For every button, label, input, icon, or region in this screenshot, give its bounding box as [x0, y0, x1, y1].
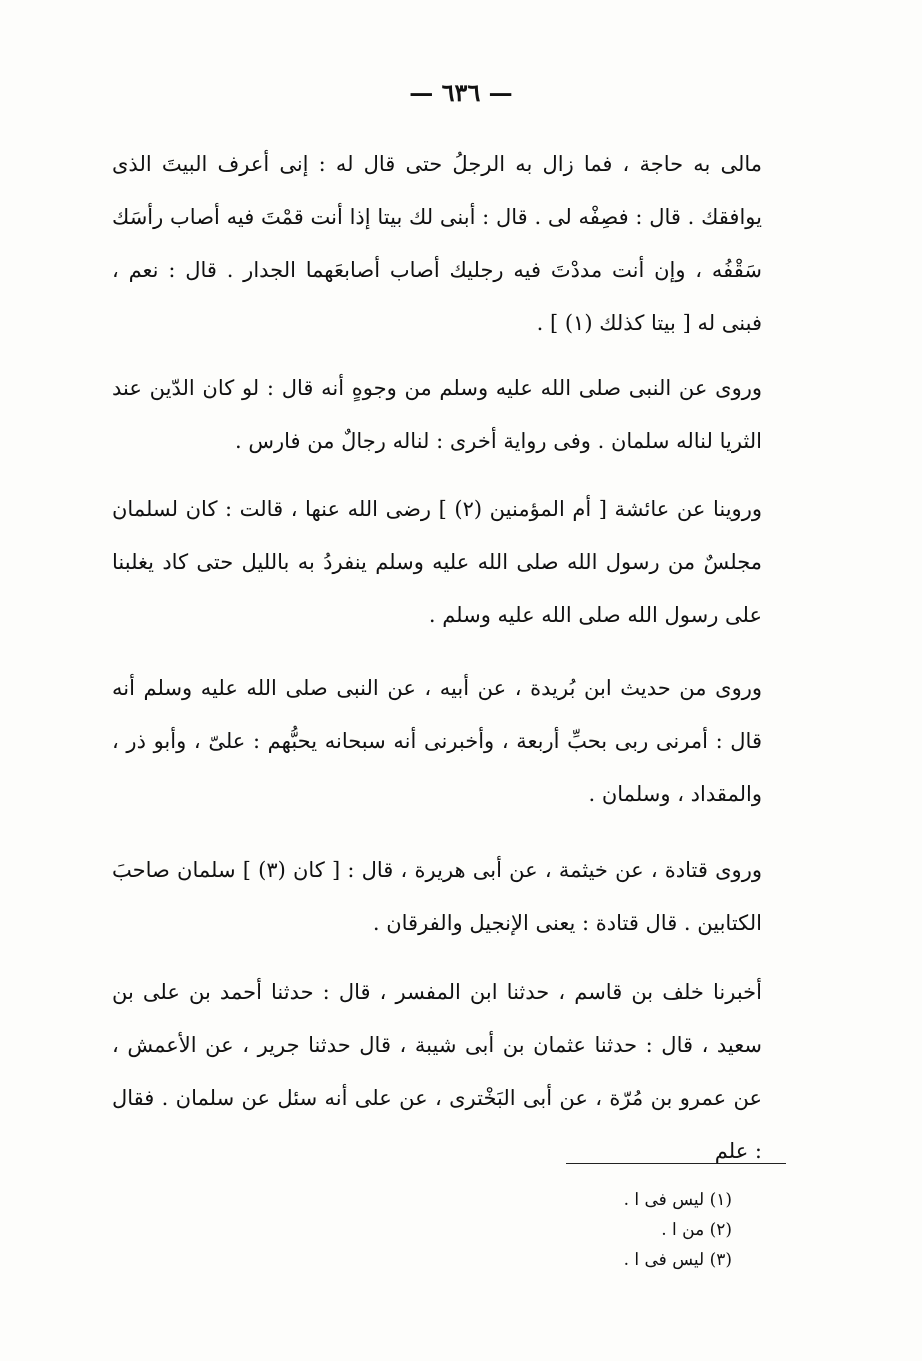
page-number: — ٦٣٦ — — [409, 78, 513, 107]
paragraph-text: مالى به حاجة ، فما زال به الرجلُ حتى قال له : إنى أعرف البيتَ الذى يوافقك . قال : فصِفْه لى . قال : أبنى لك بيتا إذا أنت قمْتَ فيه أصاب رأسَك سَقْفُه ، وإن أنت مددْتَ فيه رجليك أصاب أصابعَهما الجدار . قال : نعم ، فبنى له [ بيتا كذلك (١) ] . — [112, 152, 762, 335]
footnote-divider — [566, 1163, 786, 1164]
footnote-3: (٣) ليس فى ا . — [623, 1250, 732, 1270]
paragraph-text: أخبرنا خلف بن قاسم ، حدثنا ابن المفسر ، قال : حدثنا أحمد بن على بن سعيد ، قال : حدثنا عثمان بن أبى شيبة ، قال حدثنا جرير ، عن الأعمش ، عن عمرو بن مُرّة ، عن أبى البَخْترى ، عن على أنه سئل عن سلمان . فقال : علم — [112, 980, 762, 1163]
paragraph-text: وروينا عن عائشة [ أم المؤمنين (٢) ] رضى الله عنها ، قالت : كان لسلمان مجلسٌ من رسول الله صلى الله عليه وسلم ينفردُ به بالليل حتى كاد يغلبنا على رسول الله صلى الله عليه وسلم . — [112, 497, 762, 627]
paragraph-2 — [112, 362, 762, 468]
paragraph-text: وروى قتادة ، عن خيثمة ، عن أبى هريرة ، قال : [ كان (٣) ] سلمان صاحبَ الكتابين . قال قتادة : يعنى الإنجيل والفرقان . — [112, 858, 762, 935]
footnote-2: (٢) من ا . — [661, 1220, 732, 1240]
paragraph-4 — [112, 662, 762, 821]
paragraph-3 — [112, 483, 762, 642]
paragraph-text: وروى من حديث ابن بُريدة ، عن أبيه ، عن النبى صلى الله عليه وسلم أنه قال : أمرنى ربى بحبِّ أربعة ، وأخبرنى أنه سبحانه يحبُّهم : علىّ ، وأبو ذر ، والمقداد ، وسلمان . — [112, 676, 762, 806]
paragraph-5 — [112, 844, 762, 950]
footnotes — [500, 1185, 732, 1275]
footnote-1: (١) ليس فى ا . — [623, 1190, 732, 1210]
paragraph-6 — [112, 966, 762, 1178]
paragraph-1 — [112, 138, 762, 350]
paragraph-text: وروى عن النبى صلى الله عليه وسلم من وجوهٍ أنه قال : لو كان الدّين عند الثريا لناله سلمان . وفى رواية أخرى : لناله رجالٌ من فارس . — [112, 376, 762, 453]
